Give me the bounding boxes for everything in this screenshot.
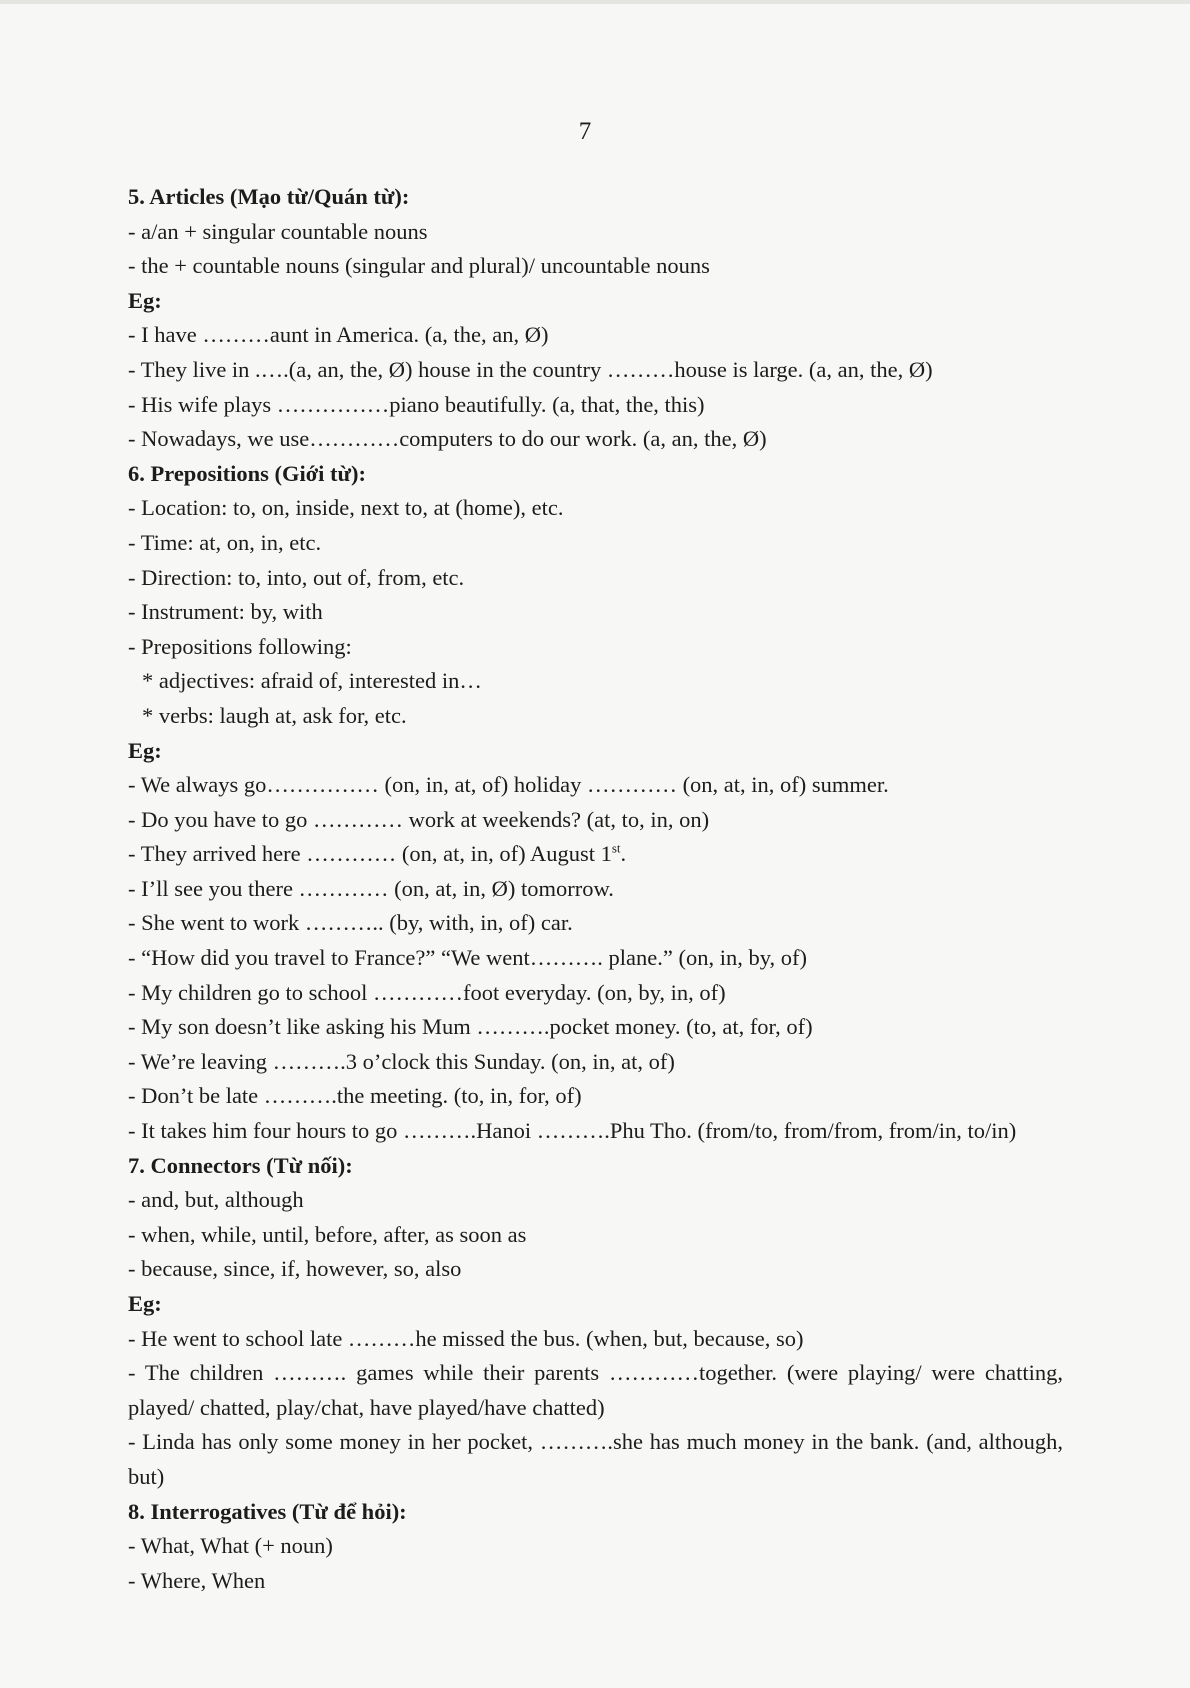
ordinal-suffix: st: [611, 840, 621, 856]
eg-label: Eg:: [128, 287, 162, 313]
section-heading-prepositions: 6. Prepositions (Giới từ):: [128, 460, 367, 486]
section-heading-connectors: 7. Connectors (Từ nối):: [128, 1152, 353, 1178]
rule-line: - a/an + singular countable nouns: [128, 218, 428, 244]
page-number: 7: [578, 118, 592, 145]
sub-rule-line: * verbs: laugh at, ask for, etc.: [142, 702, 407, 728]
example-line: - He went to school late ………he missed the bus. (when, but, because, so): [128, 1325, 804, 1351]
rule-line: - when, while, until, before, after, as soon as: [128, 1221, 527, 1247]
rule-line: - the + countable nouns (singular and plural)/ uncountable nouns: [128, 253, 710, 279]
example-line: - Nowadays, we use…………computers to do our work. (a, an, the, Ø): [128, 426, 767, 452]
example-line: - My children go to school …………foot everyday. (on, by, in, of): [128, 979, 726, 1005]
section-heading-articles: 5. Articles (Mạo từ/Quán từ):: [128, 184, 410, 209]
example-line: - I have ………aunt in America. (a, the, an, Ø): [128, 322, 549, 348]
rule-line: - Instrument: by, with: [128, 599, 323, 625]
rule-line: - Location: to, on, inside, next to, at (home), etc.: [128, 495, 564, 521]
example-line: - It takes him four hours to go ……….Hanoi ……….Phu Tho. (from/to, from/from, from/in, to/in): [128, 1118, 1017, 1144]
example-line: - His wife plays ……………piano beautifully. (a, that, the, this): [128, 391, 705, 417]
eg-label: Eg:: [128, 737, 162, 763]
rule-line: - Time: at, on, in, etc.: [128, 529, 322, 555]
example-line-august: [128, 837, 1063, 872]
example-line: - We always go…………… (on, in, at, of) holiday ………… (on, at, in, of) summer.: [128, 772, 889, 798]
scan-edge: [0, 0, 1190, 4]
eg-label: Eg:: [128, 1291, 162, 1316]
rule-line: - because, since, if, however, so, also: [128, 1256, 462, 1282]
rule-line: - Direction: to, into, out of, from, etc.: [128, 564, 465, 590]
example-line: - My son doesn’t like asking his Mum ……….pocket money. (to, at, for, of): [128, 1014, 813, 1040]
example-text: - They arrived here ………… (on, at, in, of) August 1: [128, 841, 612, 867]
rule-line: - and, but, although: [128, 1187, 304, 1213]
document-body: [128, 180, 1063, 1598]
example-line: - Don’t be late ……….the meeting. (to, in, for, of): [128, 1083, 582, 1109]
sub-rule-line: * adjectives: afraid of, interested in…: [142, 668, 482, 694]
example-line: - They live in .….(a, an, the, Ø) house in the country ………house is large. (a, an, the, Ø): [128, 356, 933, 382]
example-line: - Linda has only some money in her pocket, ……….she has much money in the bank. (and, although, but): [128, 1429, 1063, 1489]
example-line: - The children ………. games while their parents …………together. (were playing/ were chatting, played/ chatted, play/chat, have played/have chatted): [128, 1360, 1063, 1420]
rule-line: - What, What (+ noun): [128, 1533, 333, 1559]
example-line: - She went to work ……….. (by, with, in, of) car.: [128, 910, 573, 936]
section-heading-interrogatives: 8. Interrogatives (Từ để hỏi):: [128, 1498, 407, 1524]
example-tail: .: [620, 841, 627, 867]
example-line: - We’re leaving ……….3 o’clock this Sunday. (on, in, at, of): [128, 1048, 675, 1074]
example-line: - Do you have to go ………… work at weekends? (at, to, in, on): [128, 806, 710, 832]
example-line: - I’ll see you there ………… (on, at, in, Ø) tomorrow.: [128, 875, 614, 901]
rule-line: - Prepositions following:: [128, 633, 352, 659]
rule-line: - Where, When: [128, 1567, 266, 1593]
example-line: - “How did you travel to France?” “We went………. plane.” (on, in, by, of): [128, 945, 808, 971]
